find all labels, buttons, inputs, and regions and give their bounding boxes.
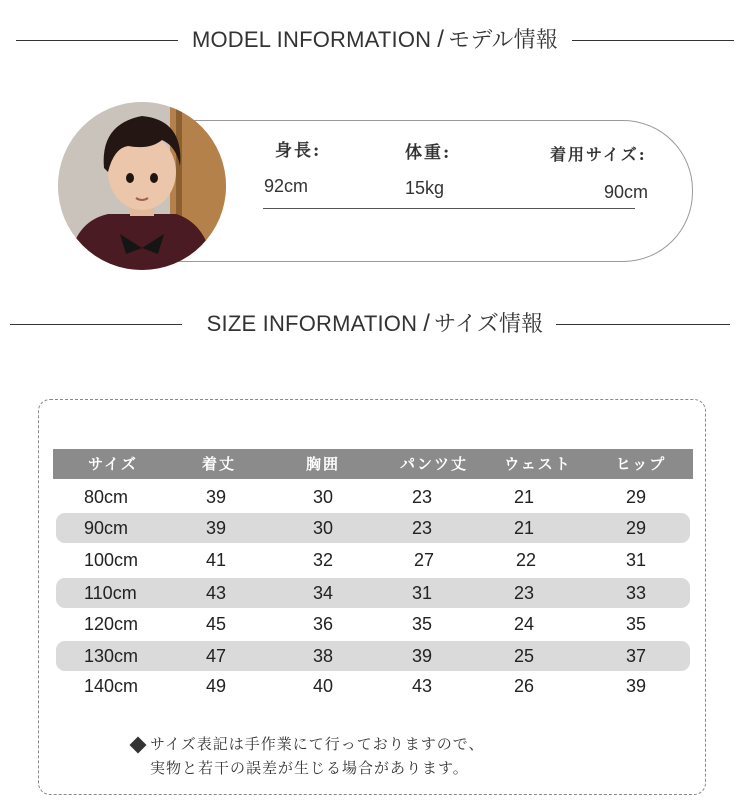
cell-size: 100cm [84, 550, 139, 570]
col-header-size: サイズ [88, 455, 138, 473]
height-label: 身長: [275, 141, 322, 161]
weight-value: 15kg [405, 178, 445, 198]
cell-length: 41 [205, 550, 227, 570]
cell-pants-length: 43 [411, 676, 433, 696]
col-header-length: 着丈 [201, 455, 236, 473]
title-jp: サイズ情報 [434, 312, 544, 337]
cell-hip: 33 [625, 583, 647, 603]
title-slash: / [423, 310, 431, 337]
cell-chest: 38 [312, 646, 334, 666]
table-row [56, 609, 690, 639]
title-en: SIZE INFORMATION [206, 311, 418, 336]
model-photo [58, 102, 226, 270]
cell-chest: 30 [312, 518, 334, 538]
note-text-1: サイズ表記は手作業にて行っておりますので、 [150, 735, 485, 753]
cell-waist: 21 [513, 518, 535, 538]
cell-hip: 29 [625, 518, 647, 538]
header-rule-right [572, 40, 734, 41]
cell-hip: 35 [625, 614, 647, 634]
cell-chest: 36 [312, 614, 334, 634]
size-info-header [0, 304, 750, 344]
cell-chest: 30 [312, 487, 334, 507]
cell-hip: 31 [625, 550, 647, 570]
worn-size-value: 90cm [604, 182, 649, 202]
col-header-pants-length: パンツ丈 [399, 455, 468, 473]
diamond-bullet-icon [130, 736, 147, 753]
cell-waist: 26 [513, 676, 535, 696]
cell-pants-length: 35 [411, 614, 433, 634]
cell-size: 120cm [84, 614, 139, 634]
cell-length: 39 [205, 518, 227, 538]
cell-waist: 25 [513, 646, 535, 666]
cell-hip: 37 [625, 646, 647, 666]
cell-hip: 29 [625, 487, 647, 507]
weight-label: 体重: [405, 143, 452, 163]
title-en: MODEL INFORMATION [191, 27, 432, 52]
cell-size: 130cm [84, 646, 139, 666]
cell-size: 90cm [84, 518, 129, 538]
cell-waist: 21 [513, 487, 535, 507]
cell-size: 110cm [84, 583, 137, 603]
cell-length: 45 [205, 614, 227, 634]
cell-pants-length: 23 [411, 518, 433, 538]
model-info-divider [263, 208, 635, 209]
cell-size: 80cm [84, 487, 129, 507]
cell-length: 39 [205, 487, 227, 507]
table-row [56, 513, 690, 543]
table-row [56, 641, 690, 671]
worn-size-label: 着用サイズ: [550, 145, 647, 164]
cell-pants-length: 27 [413, 550, 435, 570]
cell-length: 47 [205, 646, 227, 666]
cell-pants-length: 23 [411, 487, 433, 507]
table-row [56, 671, 690, 701]
cell-chest: 32 [312, 550, 334, 570]
title-jp: モデル情報 [448, 28, 559, 53]
header-rule-right [556, 324, 730, 325]
model-photo-illustration [58, 102, 226, 270]
cell-size: 140cm [84, 676, 139, 696]
size-table-header [53, 449, 693, 479]
height-value: 92cm [264, 176, 309, 196]
cell-waist: 24 [513, 614, 535, 634]
cell-chest: 34 [312, 583, 334, 603]
title-slash: / [437, 26, 445, 53]
table-row [56, 482, 690, 512]
col-header-waist: ウェスト [504, 455, 572, 473]
table-row [56, 545, 690, 575]
size-note-line-2: 実物と若干の誤差が生じる場合があります。 [150, 759, 469, 777]
cell-pants-length: 39 [411, 646, 433, 666]
cell-length: 49 [205, 676, 227, 696]
cell-length: 43 [205, 583, 227, 603]
cell-hip: 39 [625, 676, 647, 696]
col-header-chest: 胸囲 [305, 455, 340, 473]
col-header-hip: ヒップ [615, 455, 667, 473]
model-info-header [0, 20, 750, 60]
cell-chest: 40 [312, 676, 334, 696]
cell-waist: 23 [513, 583, 535, 603]
cell-waist: 22 [515, 550, 537, 570]
cell-pants-length: 31 [411, 583, 433, 603]
table-row [56, 578, 690, 608]
size-note-line-1 [130, 733, 485, 754]
